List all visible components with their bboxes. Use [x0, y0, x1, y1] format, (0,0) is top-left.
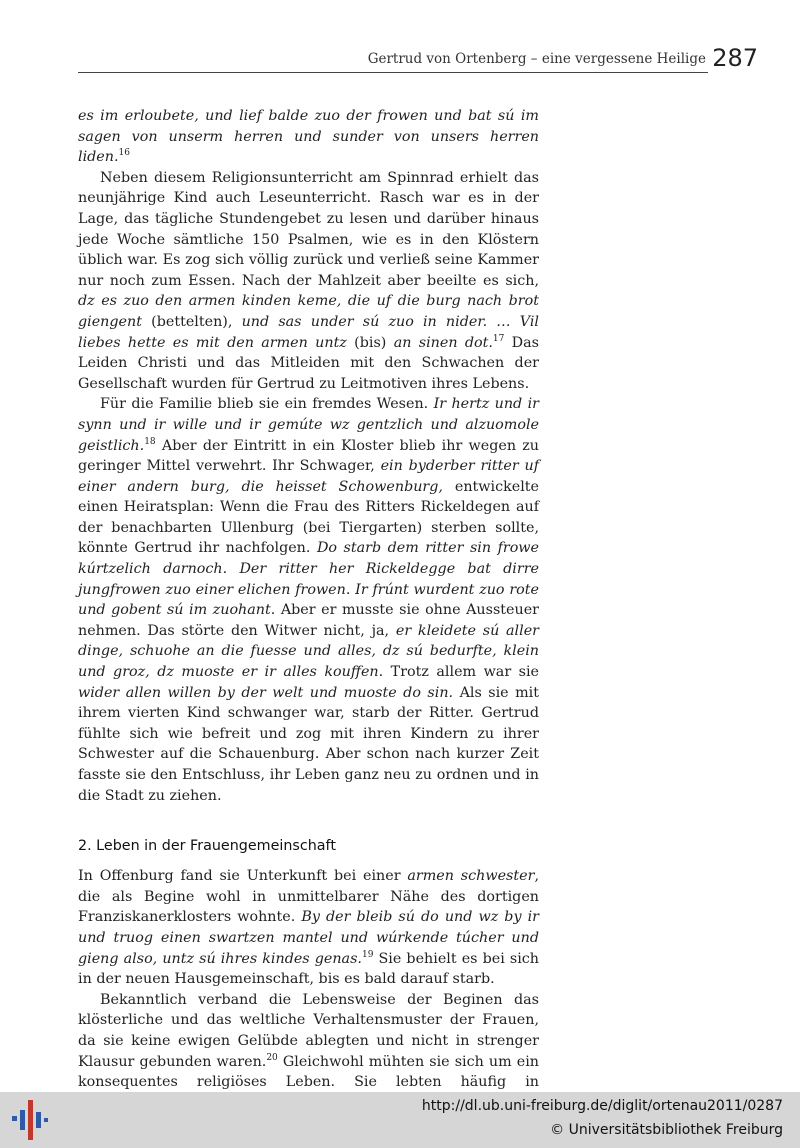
paragraph	[78, 168, 539, 395]
text: Bekanntlich verband die Lebensweise der Beginen das klösterliche und das weltliche Verhaltensmuster der Frauen, da sie keine ewigen Gelübde ablegten und nicht in strenger Klausur gebunden waren.	[78, 991, 539, 1070]
text: Neben diesem Religionsunterricht am Spinnrad erhielt das neunjährige Kind auch Leseunterricht. Rasch war es in der Lage, das tägliche Stundengebet zu lesen und darüber hinaus jede Woche sämtliche 150 Psalmen, wie es in den Klöstern üblich war. Es zog sich völlig zurück und verließ seine Kammer nur noch zum Essen. Nach der Mahlzeit aber beeilte es sich,	[78, 169, 539, 289]
quote: er kleidete sú aller dinge, schuohe an die fuesse und alles, dz sú bedurfte, klein und groz, dz muoste er ir alles kouffen.	[78, 622, 539, 681]
quote: Do starb dem ritter sin frowe kúrtzelich darnoch. Der ritter her Rickeldegge bat dirre jungfrowen zuo einer elichen frowen. Ir frúnt wurdent zuo rote und gobent sú im zuohant.	[78, 540, 539, 619]
text: (bis)	[346, 334, 394, 351]
library-logo-icon	[10, 1098, 50, 1142]
quote: es im erloubete, und lief balde zuo der frowen und bat sú im sagen von unserm herren und sunder von unsers herren liden.	[78, 108, 539, 166]
paragraph	[78, 866, 539, 990]
paragraph	[78, 106, 539, 168]
page-number: 287	[712, 44, 758, 72]
quote: an sinen dot.	[393, 334, 493, 351]
text: , die als Begine wohl in unmittelbarer Nähe des dortigen Franziskanerklosters wohnte.	[78, 868, 539, 926]
text: Gleichwohl mühten sie sich um ein konsequentes religiöses Leben. Sie lebten häufig in	[78, 1053, 539, 1091]
paragraph	[78, 394, 539, 806]
text: entwickelte einen Heiratsplan: Wenn die Frau des Ritters Rickeldegen auf der benachbarten Ullenburg (bei Tiergarten) sterben sollte, könnte Gertrud ihr nachfolgen.	[78, 478, 539, 557]
text: Aber er musste sie ohne Aussteuer nehmen. Das störte den Witwer nicht, ja,	[78, 602, 539, 639]
quote: dz es zuo den armen kinden keme, die uf die burg nach brot giengent	[78, 293, 539, 330]
text: Trotz allem war sie	[383, 664, 540, 681]
running-header	[78, 44, 758, 74]
text: In Offenburg fand sie Unterkunft bei einer	[78, 868, 408, 885]
text: Sie behielt es bei sich in der neuen Hausgemeinschaft, bis es bald darauf starb.	[78, 950, 539, 988]
section-heading: 2. Leben in der Frauengemeinschaft	[78, 838, 336, 855]
text: Aber der Eintritt in ein Kloster blieb ihr wegen zu geringer Mittel verwehrt. Ihr Schwager,	[78, 437, 539, 475]
quote: By der bleib sú do und wz by ir und truog einen swartzen mantel und wúrkende túcher und gieng also, untz sú ihres kindes genas.	[78, 909, 539, 967]
text: Als sie mit ihrem vierten Kind schwanger war, starb der Ritter. Gertrud fühlte sich wie befreit und zog mit ihren Kindern zu ihrer Schwester auf die Schauenburg. Aber schon nach kurzer Zeit fasste sie den Entschluss, ihr Leben ganz neu zu ordnen und in die Stadt zu ziehen.	[78, 684, 539, 804]
permalink-url[interactable]: http://dl.ub.uni-freiburg.de/diglit/ortenau2011/0287	[421, 1098, 783, 1114]
quote: ein byderber ritter uf einer andern burg, die heisset Schowenburg,	[78, 458, 539, 495]
quote: Ir hertz und ir synn und ir wille und ir gemúte wz gentzlich und alzuomole geistlich.	[78, 396, 539, 454]
footnote-ref[interactable]: 20	[266, 1052, 278, 1063]
text: Das Leiden Christi und das Mitleiden mit den Schwachen der Gesellschaft wurden für Gertrud zu Leitmotiven ihres Lebens.	[78, 334, 539, 392]
quote: und sas under sú zuo in nider. … Vil liebes hette es mit den armen untz	[78, 313, 540, 351]
footer-bar	[0, 1092, 800, 1148]
body-text	[78, 106, 539, 1134]
text: Für die Familie blieb sie ein fremdes Wesen.	[100, 396, 434, 413]
footnote-ref[interactable]: 18	[144, 436, 156, 447]
footnote-ref[interactable]: 17	[492, 333, 505, 344]
header-rule	[78, 72, 708, 73]
footnote-ref[interactable]: 16	[118, 148, 130, 159]
footnote-ref[interactable]: 19	[361, 949, 374, 960]
quote: armen schwester	[407, 868, 535, 885]
quote: wider allen willen by der welt und muoste do sin.	[78, 684, 454, 701]
text: (bettelten),	[141, 313, 242, 330]
copyright-notice: © Universitätsbibliothek Freiburg	[550, 1122, 783, 1138]
running-title: Gertrud von Ortenberg – eine vergessene Heilige	[367, 51, 706, 67]
